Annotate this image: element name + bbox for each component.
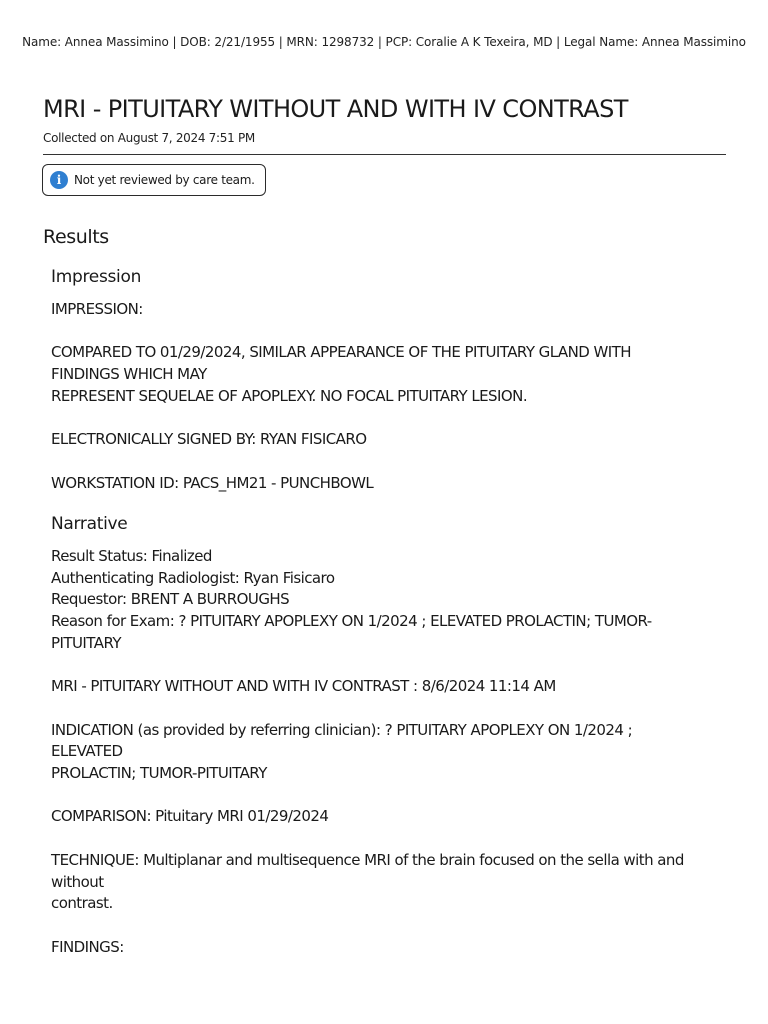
review-status-text: Not yet reviewed by care team. xyxy=(74,173,255,187)
impression-text: IMPRESSION: COMPARED TO 01/29/2024, SIMILAR APPEARANCE OF THE PITUITARY GLAND WITH FINDINGS WHICH MAY REPRESENT SEQUELAE OF APOPLEXY. NO FOCAL PITUITARY LESION. ELECTRONICALLY SIGNED BY: RYAN FISICARO WORKSTATION ID: PACS_HM21 - PUNCHBOWL xyxy=(51,300,631,492)
narrative-text: Result Status: Finalized Authenticating Radiologist: Ryan Fisicaro Requestor: BRENT A BURROUGHS Reason for Exam: ? PITUITARY APOPLEXY ON 1/2024 ; ELEVATED PROLACTIN; TUMOR- PITUITARY MRI - PITUITARY WITHOUT AND WITH IV CONTRAST : 8/6/2024 11:14 AM INDICATION (as provided by referring clinician): ? PITUITARY APOPLEXY ON 1/2024 ; ELEVATED PROLACTIN; TUMOR-PITUITARY COMPARISON: Pituitary MRI 01/29/2024 TECHNIQUE: Multiplanar and multisequence MRI of the brain focused on the sella with and without contrast. FINDINGS: xyxy=(51,547,684,956)
title-divider xyxy=(43,154,726,155)
report-title: MRI - PITUITARY WITHOUT AND WITH IV CONTRAST xyxy=(43,95,628,123)
collected-date: Collected on August 7, 2024 7:51 PM xyxy=(43,131,255,145)
results-heading: Results xyxy=(43,226,109,248)
narrative-heading: Narrative xyxy=(51,514,128,534)
review-status-notice xyxy=(42,164,266,196)
patient-info-header: Name: Annea Massimino | DOB: 2/21/1955 | MRN: 1298732 | PCP: Coralie A K Texeira, MD | Legal Name: Annea Massimino xyxy=(22,35,746,49)
info-icon: i xyxy=(50,171,68,189)
impression-heading: Impression xyxy=(51,267,142,287)
